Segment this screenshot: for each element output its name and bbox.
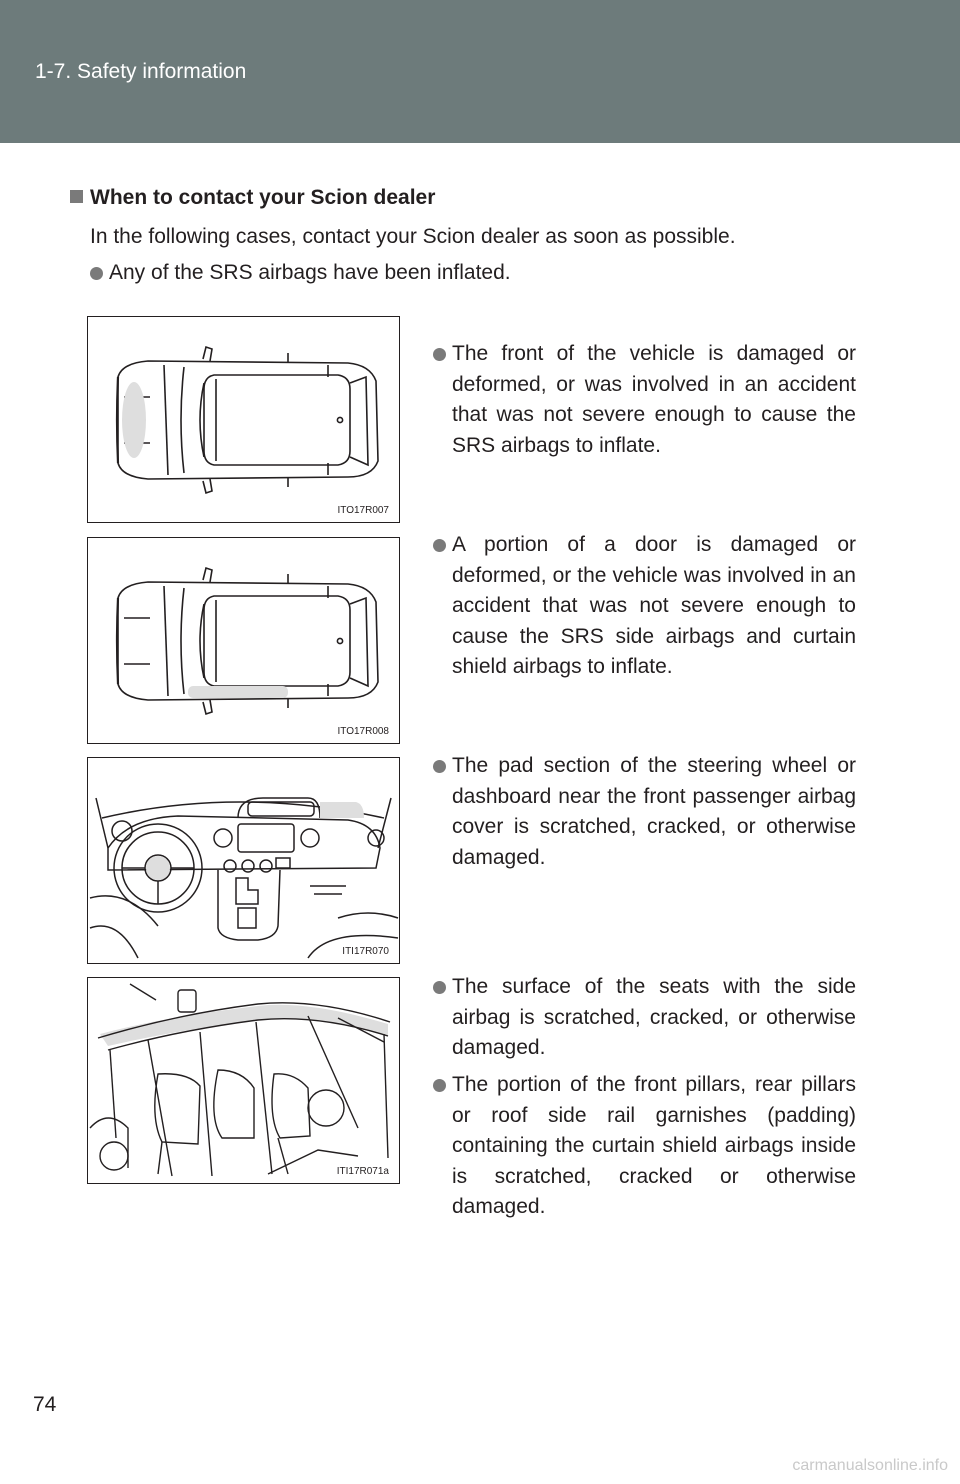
page-number: 74 xyxy=(33,1393,57,1416)
section-heading-text: When to contact your Scion dealer xyxy=(90,186,436,209)
bullet-dot-icon xyxy=(433,1079,446,1092)
bullet-item xyxy=(90,258,610,289)
page-header xyxy=(0,0,960,143)
dashboard-illustration xyxy=(88,758,399,963)
figure-code: ITO17R007 xyxy=(337,505,389,516)
section-breadcrumb: 1-7. Safety information xyxy=(35,60,247,83)
car-top-view-illustration xyxy=(88,538,399,743)
intro-paragraph: In the following cases, contact your Scion dealer as soon as possible. xyxy=(90,225,736,248)
watermark: carmanualsonline.info xyxy=(792,1457,948,1474)
bullet-text: The surface of the seats with the side airbag is scratched, cracked, or otherwise damaged. xyxy=(452,975,856,1059)
figure-dashboard xyxy=(87,757,400,964)
bullet-dot-icon xyxy=(433,981,446,994)
interior-illustration xyxy=(88,978,399,1183)
bullet-text: The pad section of the steering wheel or dashboard near the front passenger airbag cover is scratched, cracked, or otherwise damaged. xyxy=(452,754,856,869)
square-bullet-icon xyxy=(70,190,83,203)
figure-code: ITO17R008 xyxy=(337,726,389,737)
figure-door-damage xyxy=(87,537,400,744)
bullet-item xyxy=(433,530,856,683)
figure-seats-pillars xyxy=(87,977,400,1184)
bullet-item xyxy=(433,751,856,873)
bullet-text: A portion of a door is damaged or deformed, or the vehicle was involved in an accident that was not severe enough to cause the SRS side airbags and curtain shield airbags to inflate. xyxy=(452,533,856,678)
bullet-dot-icon xyxy=(90,267,103,280)
bullet-item xyxy=(433,339,856,461)
bullet-text: The front of the vehicle is damaged or deformed, or was involved in an accident that was not severe enough to cause the SRS airbags to inflate. xyxy=(452,342,856,457)
bullet-item xyxy=(433,972,856,1064)
bullet-dot-icon xyxy=(433,539,446,552)
bullet-dot-icon xyxy=(433,760,446,773)
bullet-item xyxy=(433,1070,856,1223)
bullet-text: The portion of the front pillars, rear pillars or roof side rail garnishes (padding) containing the curtain shield airbags inside is scratched, cracked or otherwise damaged. xyxy=(452,1073,856,1218)
bullet-text: Any of the SRS airbags have been inflated. xyxy=(109,261,511,284)
figure-code: ITI17R071a xyxy=(336,1166,389,1177)
section-heading xyxy=(70,186,435,210)
bullet-dot-icon xyxy=(433,348,446,361)
figure-front-damage xyxy=(87,316,400,523)
car-top-view-illustration xyxy=(88,317,399,522)
figure-code: ITI17R070 xyxy=(342,946,389,957)
